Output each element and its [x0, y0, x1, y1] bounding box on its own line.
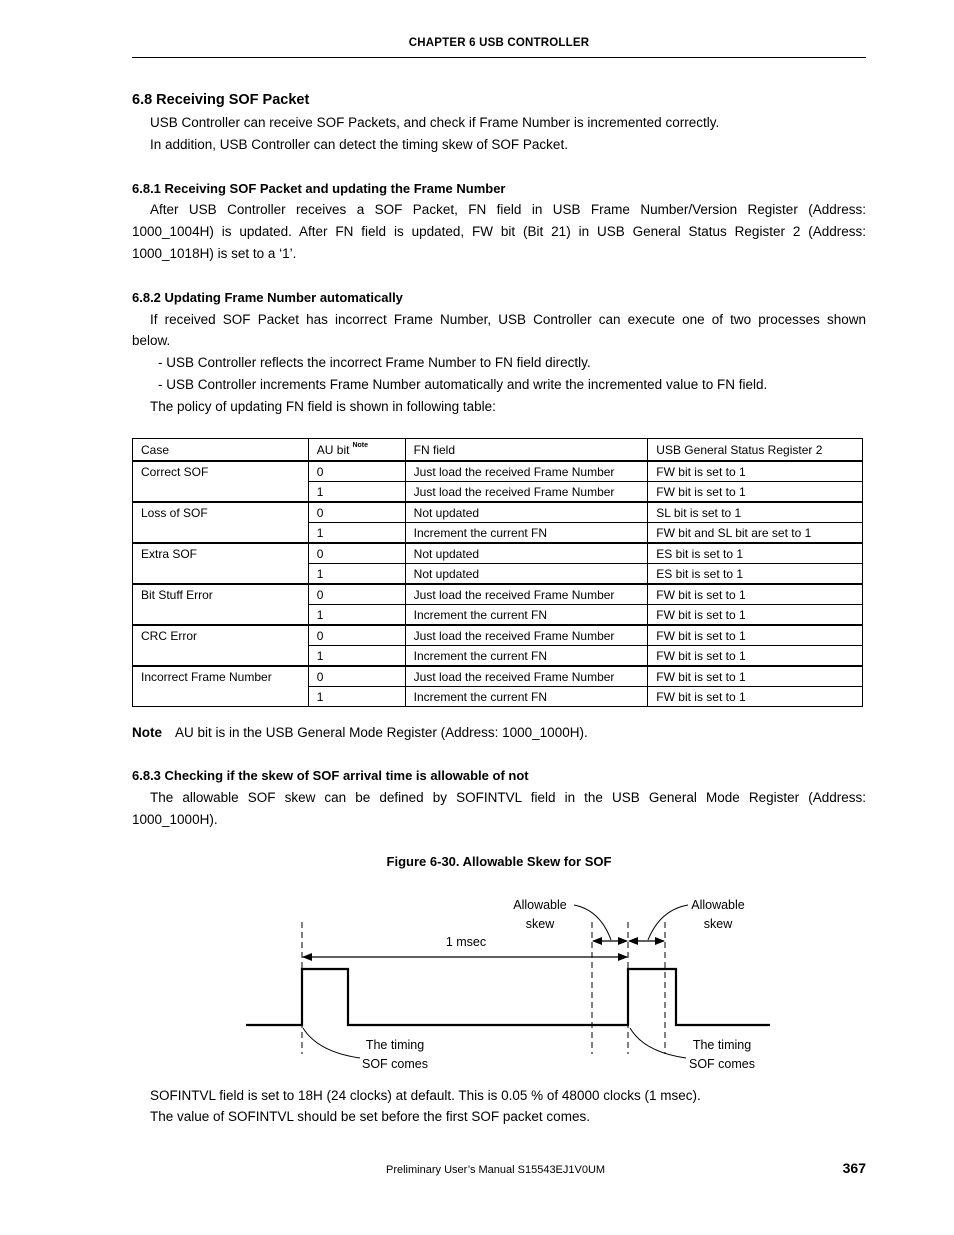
section-6-8-1-line-1: After USB Controller receives a SOF Packet, FN field in USB Frame Number/Version Register (Address:	[150, 202, 866, 217]
status-cell: FW bit is set to 1	[648, 584, 863, 605]
status-cell: FW bit is set to 1	[648, 461, 863, 482]
status-cell: SL bit is set to 1	[648, 502, 863, 523]
header-fn-field: FN field	[405, 439, 648, 462]
section-6-8-1-line-2: 1000_1004H) is updated. After FN field is updated, FW bit (Bit 21) in USB General Status Register 2 (Address:	[132, 224, 866, 239]
fn-cell: Increment the current FN	[405, 523, 648, 544]
case-cell: Incorrect Frame Number	[133, 666, 309, 707]
note-text: AU bit is in the USB General Mode Register (Address: 1000_1000H).	[175, 725, 588, 740]
header-au-bit: AU bit $^{Note}$	[308, 439, 405, 462]
case-cell: Loss of SOF	[133, 502, 309, 543]
case-cell: CRC Error	[133, 625, 309, 666]
one-msec-label: 1 msec	[445, 935, 487, 949]
fn-cell: Just load the received Frame Number	[405, 584, 648, 605]
status-cell: FW bit is set to 1	[648, 605, 863, 626]
closing-line-2: The value of SOFINTVL should be set before the first SOF packet comes.	[150, 1109, 590, 1124]
allowable-skew-left-line-1: Allowable	[513, 898, 567, 912]
case-cell: Correct SOF	[133, 461, 309, 502]
au-cell: 1	[308, 564, 405, 585]
fn-cell: Just load the received Frame Number	[405, 625, 648, 646]
bullet-item-1: - USB Controller reflects the incorrect Frame Number to FN field directly.	[158, 355, 591, 370]
chapter-header: CHAPTER 6 USB CONTROLLER	[408, 37, 590, 49]
section-6-8-line-2: In addition, USB Controller can detect the timing skew of SOF Packet.	[150, 137, 568, 152]
policy-line: The policy of updating FN field is shown in following table:	[150, 399, 496, 414]
au-cell: 1	[308, 482, 405, 503]
section-6-8-3-title: 6.8.3 Checking if the skew of SOF arrival time is allowable of not	[132, 768, 529, 783]
case-cell: Bit Stuff Error	[133, 584, 309, 625]
skew-callout-right	[648, 905, 688, 940]
section-6-8-3-line-1: The allowable SOF skew can be defined by SOFINTVL field in the USB General Mode Register (Address:	[150, 790, 866, 805]
section-6-8-2-line-1: If received SOF Packet has incorrect Frame Number, USB Controller can execute one of two processes shown	[150, 312, 866, 327]
status-cell: FW bit is set to 1	[648, 687, 863, 707]
au-cell: 0	[308, 584, 405, 605]
au-cell: 1	[308, 646, 405, 667]
sof-waveform	[246, 969, 770, 1025]
fn-cell: Just load the received Frame Number	[405, 461, 648, 482]
section-6-8-line-1: USB Controller can receive SOF Packets, and check if Frame Number is incremented correctly.	[150, 115, 720, 130]
allowable-skew-right-line-2: skew	[703, 917, 733, 931]
fn-cell: Increment the current FN	[405, 646, 648, 667]
timing-label-left-line-2: SOF comes	[362, 1057, 428, 1071]
fn-cell: Not updated	[405, 502, 648, 523]
section-6-8-3-line-2: 1000_1000H).	[132, 812, 218, 827]
section-6-8-1-line-3: 1000_1018H) is set to a ‘1’.	[132, 246, 297, 261]
figure-title: Figure 6-30. Allowable Skew for SOF	[386, 854, 612, 869]
header-status-register: USB General Status Register 2	[648, 439, 863, 462]
section-6-8-1-title: 6.8.1 Receiving SOF Packet and updating the Frame Number	[132, 181, 506, 196]
status-cell: ES bit is set to 1	[648, 543, 863, 564]
header-case: Case	[133, 439, 309, 462]
allowable-skew-left-line-2: skew	[525, 917, 555, 931]
au-cell: 0	[308, 461, 405, 482]
fn-cell: Not updated	[405, 564, 648, 585]
status-cell: FW bit is set to 1	[648, 666, 863, 687]
fn-cell: Not updated	[405, 543, 648, 564]
fn-cell: Just load the received Frame Number	[405, 482, 648, 503]
bullet-item-2: - USB Controller increments Frame Number automatically and write the incremented value to FN field.	[158, 377, 768, 392]
status-cell: FW bit and SL bit are set to 1	[648, 523, 863, 544]
au-cell: 0	[308, 625, 405, 646]
section-6-8-title: 6.8 Receiving SOF Packet	[132, 92, 310, 108]
fn-cell: Increment the current FN	[405, 687, 648, 707]
closing-line-1: SOFINTVL field is set to 18H (24 clocks) at default. This is 0.05 % of 48000 clocks (1 msec).	[150, 1088, 701, 1103]
allowable-skew-right-line-1: Allowable	[691, 898, 745, 912]
status-cell: FW bit is set to 1	[648, 625, 863, 646]
footer-manual: Preliminary User’s Manual S15543EJ1V0UM	[386, 1164, 606, 1176]
au-cell: 1	[308, 523, 405, 544]
timing-callout-right	[630, 1028, 686, 1058]
timing-label-right-line-2: SOF comes	[689, 1057, 755, 1071]
timing-label-left-line-1: The timing	[365, 1038, 425, 1052]
page-number: 367	[842, 1160, 866, 1176]
status-cell: FW bit is set to 1	[648, 646, 863, 667]
fn-cell: Increment the current FN	[405, 605, 648, 626]
timing-label-right-line-1: The timing	[692, 1038, 752, 1052]
header-note-mark: Note	[352, 442, 369, 449]
case-cell: Extra SOF	[133, 543, 309, 584]
note-label: Note	[132, 725, 162, 740]
status-cell: ES bit is set to 1	[648, 564, 863, 585]
au-cell: 1	[308, 687, 405, 707]
section-6-8-2-line-2: below.	[132, 333, 171, 348]
au-cell: 0	[308, 502, 405, 523]
au-cell: 0	[308, 543, 405, 564]
status-cell: FW bit is set to 1	[648, 482, 863, 503]
section-6-8-2-title: 6.8.2 Updating Frame Number automatically	[132, 290, 403, 305]
au-cell: 1	[308, 605, 405, 626]
fn-cell: Just load the received Frame Number	[405, 666, 648, 687]
timing-callout-left	[303, 1028, 360, 1058]
au-cell: 0	[308, 666, 405, 687]
